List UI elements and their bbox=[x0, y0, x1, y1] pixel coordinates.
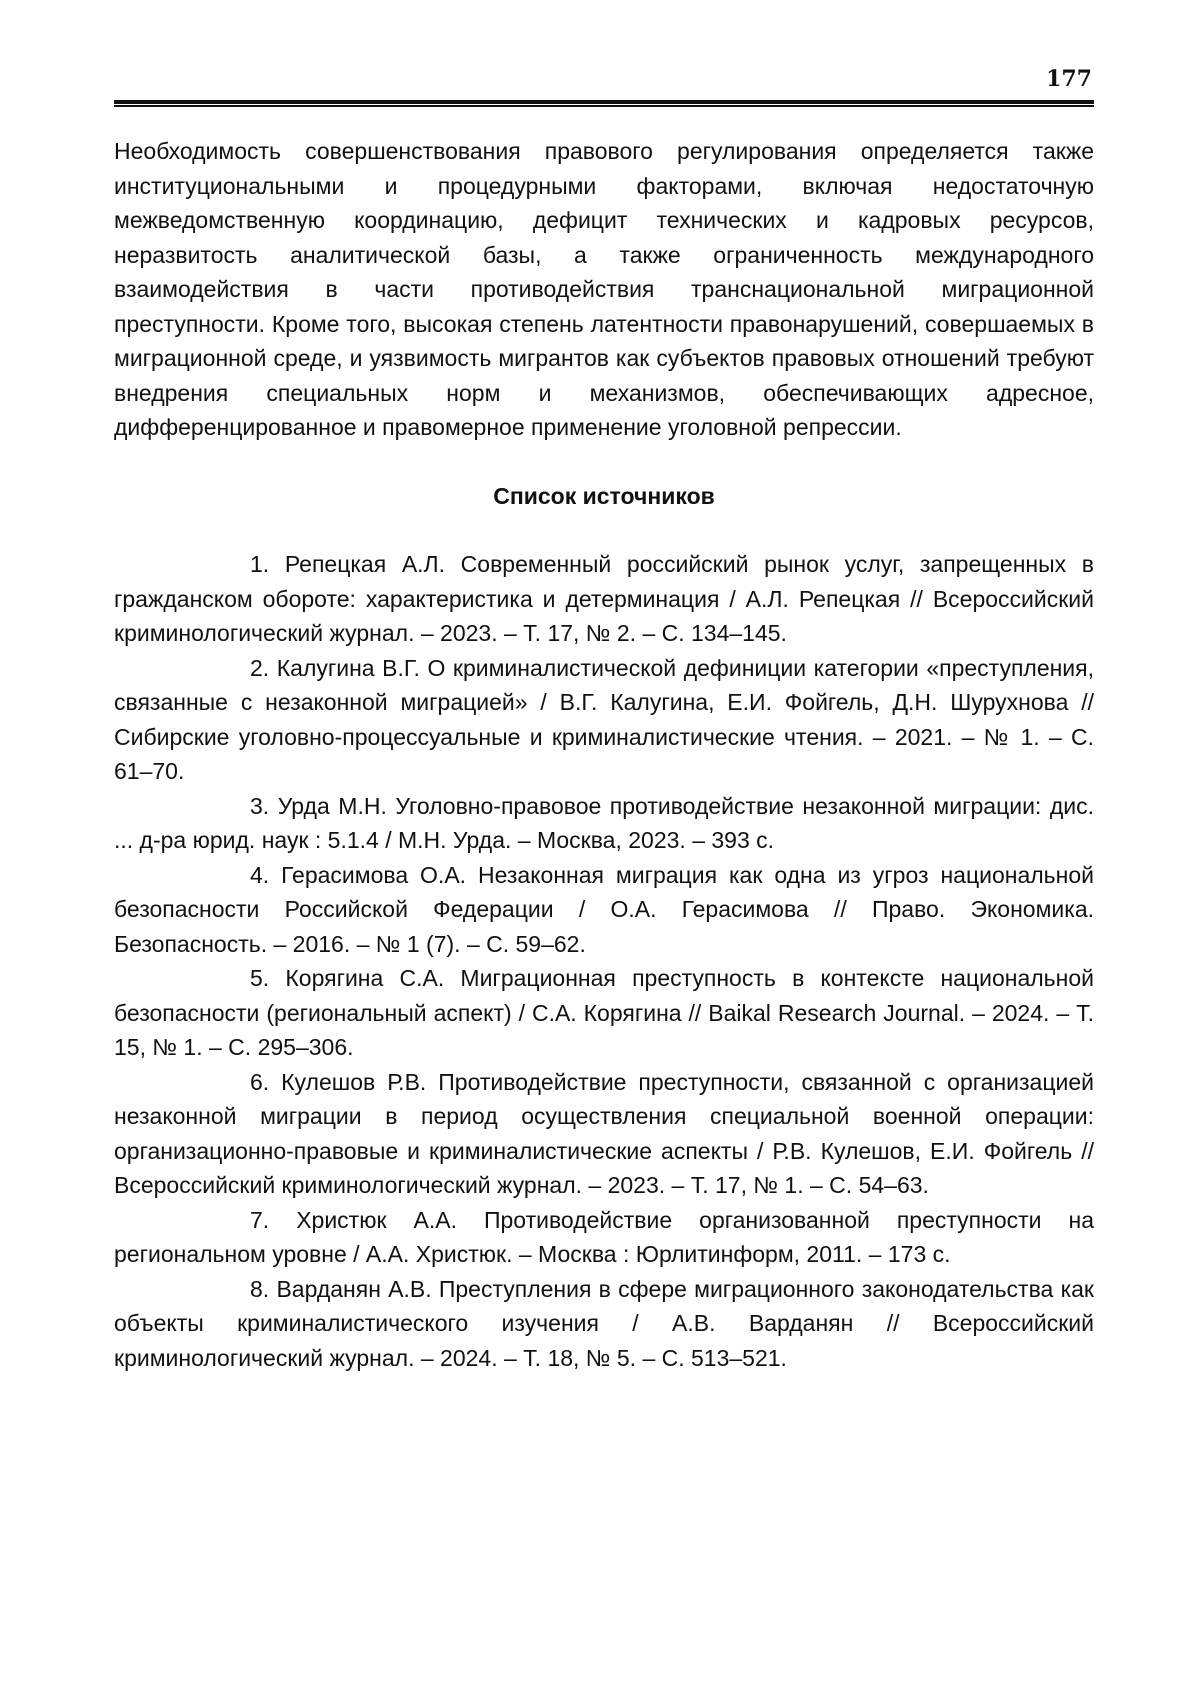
reference-number: 8. bbox=[250, 1275, 270, 1302]
reference-text: Репецкая А.Л. Современный российский рынок услуг, запрещенных в гражданском обороте: характеристика и детерминация / А.Л. Репецкая // Всероссийский криминологический журнал. – 2023. – Т. 17, № 2. – С. 134–145. bbox=[114, 551, 1094, 646]
reference-number: 1. bbox=[250, 551, 270, 577]
reference-text: Калугина В.Г. О криминалистической дефиниции категории «преступления, связанные с незаконной миграцией» / В.Г. Калугина, Е.И. Фойгель, Д.Н. Шурухнова // Сибирские уголовно-процессуальные и криминалистические чтения. – 2021. – № 1. – С. 61–70. bbox=[114, 654, 1094, 784]
reference-item bbox=[114, 1203, 1094, 1272]
page-number: 177 bbox=[1046, 66, 1092, 92]
reference-number: 7. bbox=[250, 1206, 270, 1233]
reference-text: Герасимова О.А. Незаконная миграция как одна из угроз национальной безопасности Российской Федерации / О.А. Герасимова // Право. Экономика. Безопасность. – 2016. – № 1 (7). – С. 59–62. bbox=[114, 861, 1095, 957]
reference-number: 4. bbox=[250, 861, 270, 888]
reference-item bbox=[114, 961, 1094, 1065]
page-content bbox=[114, 134, 1094, 1375]
reference-item bbox=[114, 1065, 1094, 1203]
reference-item bbox=[114, 547, 1094, 651]
reference-number: 3. bbox=[250, 792, 270, 819]
reference-text: Кулешов Р.В. Противодействие преступности, связанной с организацией незаконной миграции в период осуществления специальной военной операции: организационно-правовые и криминалистические аспекты / Р.В. Кулешов, Е.И. Фойгель // Всероссийский криминологический журнал. – 2023. – Т. 17, № 1. – С. 54–63. bbox=[114, 1068, 1094, 1198]
body-paragraph: Необходимость совершенствования правового регулирования определяется также институциональными и процедурными факторами, включая недостаточную межведомственную координацию, дефицит технических и кадровых ресурсов, неразвитость аналитической базы, а также ограниченность международного взаимодействия в части противодействия транснациональной миграционной преступности. Кроме того, высокая степень латентности правонарушений, совершаемых в миграционной среде, и уязвимость мигрантов как субъектов правовых отношений требуют внедрения специальных норм и механизмов, обеспечивающих адресное, дифференцированное и правомерное применение уголовной репрессии. bbox=[114, 138, 1094, 440]
references-heading: Список источников bbox=[493, 482, 715, 509]
reference-number: 2. bbox=[250, 654, 270, 681]
reference-item bbox=[114, 1272, 1094, 1376]
reference-text: Корягина С.А. Миграционная преступность в контексте национальной безопасности (региональный аспект) / С.А. Корягина // Baikal Research Journal. – 2024. – Т. 15, № 1. – С. 295–306. bbox=[114, 965, 1094, 1060]
reference-item bbox=[114, 858, 1094, 962]
references-list bbox=[114, 547, 1094, 1375]
reference-item bbox=[114, 651, 1094, 789]
reference-item bbox=[114, 789, 1094, 858]
header-rule bbox=[114, 100, 1094, 107]
reference-number: 6. bbox=[250, 1068, 270, 1095]
reference-text: Христюк А.А. Противодействие организованной преступности на региональном уровне / А.А. Христюк. – Москва : Юрлитинформ, 2011. – 173 с. bbox=[114, 1206, 1094, 1267]
reference-number: 5. bbox=[250, 965, 270, 991]
reference-text: Варданян А.В. Преступления в сфере миграционного законодательства как объекты криминалистического изучения / А.В. Варданян // Всероссийский криминологический журнал. – 2024. – Т. 18, № 5. – С. 513–521. bbox=[114, 1275, 1094, 1371]
reference-text: Урда М.Н. Уголовно-правовое противодействие незаконной миграции: дис. ... д-ра юрид. наук : 5.1.4 / М.Н. Урда. – Москва, 2023. – 393 с. bbox=[114, 792, 1095, 853]
